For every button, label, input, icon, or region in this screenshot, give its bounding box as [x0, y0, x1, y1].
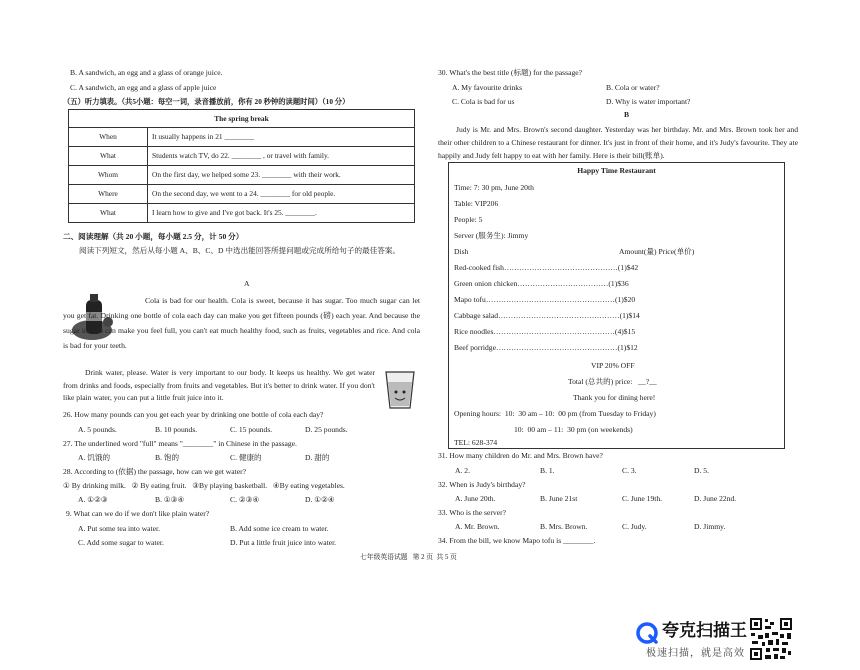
q28-option-a: A. ①②③ — [78, 495, 108, 504]
q26-option-c: C. 15 pounds. — [230, 425, 273, 434]
bill-item: Rice noodles…………………………………………(4)$15 — [454, 327, 636, 336]
q27-option-a: A. 饥饿的 — [78, 453, 111, 462]
bill-dish-header: Dish — [454, 247, 469, 256]
q28-option-d: D. ①②④ — [305, 495, 335, 504]
passage-a-label: A — [244, 279, 250, 288]
bill-item: Mapo tofu……………………………………………(1)$20 — [454, 295, 636, 304]
q32-option-a: A. June 20th. — [455, 494, 496, 503]
section5-title: （五）听力填表。（共5小题：每空一词，录音播放前，你有 20 秒钟的读题时间）（10 分） — [63, 97, 350, 106]
q27-option-d: D. 甜的 — [305, 453, 330, 462]
q29-option-b: B. Add some ice cream to water. — [230, 524, 329, 533]
bill-server: Server (服务生): Jimmy — [454, 231, 529, 240]
bill-hours-weekend: 10: 00 am – 11: 30 pm (on weekends) — [514, 425, 633, 434]
q28-text: 28. According to (依据) the passage, how can we get water? — [63, 467, 247, 476]
q29-option-d: D. Put a little fruit juice into water. — [230, 538, 337, 547]
page-footer: 七年级英语试题 第 2 页 共 5 页 — [360, 554, 457, 561]
q30-option-d: D. Why is water important? — [606, 97, 691, 106]
q33-option-a: A. Mr. Brown. — [455, 522, 500, 531]
q30-option-a: A. My favourite drinks — [452, 83, 523, 92]
q30-option-c: C. Cola is bad for us — [452, 97, 515, 106]
q27-option-c: C. 健康的 — [230, 453, 262, 462]
q32-option-c: C. June 19th. — [622, 494, 663, 503]
q29-text: 9. What can we do if we don't like plain water? — [66, 509, 210, 518]
restaurant-bill — [448, 162, 785, 449]
q32-option-d: D. June 22nd. — [694, 494, 737, 503]
q27-option-b: B. 饱的 — [155, 453, 180, 462]
bill-item: Cabbage salad…………………………………………(1)$14 — [454, 311, 640, 320]
bill-time: Time: 7: 30 pm, June 20th — [454, 183, 534, 192]
q31-option-b: B. 1. — [540, 466, 555, 475]
scanner-logo-icon — [636, 622, 658, 644]
q29-option-c: C. Add some sugar to water. — [78, 538, 164, 547]
q29-option-a: A. Put some tea into water. — [78, 524, 161, 533]
spring-break-table — [68, 109, 415, 223]
table-row: When It usually happens in 21 ________ — [69, 128, 415, 147]
bill-discount: VIP 20% OFF — [591, 361, 635, 370]
passage-a-paragraph-2: Drink water, please. Water is very important to our body. It keeps us healthy. We get water from drinks and foods, especially from fruits and vegetables. But it's better to drink water. If you don't like plain water, you can put a little fruit juice into it. — [63, 368, 375, 402]
q33-option-d: D. Jimmy. — [694, 522, 726, 531]
scanner-brand-name: 夸克扫描王 — [662, 621, 747, 641]
q28-items: ① By drinking milk. ② By eating fruit. ③By playing basketball. ④By eating vegetables. — [63, 481, 345, 490]
q33-text: 33. Who is the server? — [438, 508, 506, 517]
table-row: Whom On the first day, we helped some 23. ________ with their work. — [69, 166, 415, 185]
q26-option-d: D. 25 pounds. — [305, 425, 348, 434]
table-row: What I learn how to give and I've got back. It's 25. ________. — [69, 204, 415, 223]
q30-text: 30. What's the best title (标题) for the passage? — [438, 68, 582, 77]
bill-people: People: 5 — [454, 215, 483, 224]
bill-amount-header: Amount(量) Price(单价) — [619, 247, 695, 256]
qr-code-icon — [749, 617, 793, 661]
option-c-prev: C. A sandwich, an egg and a glass of apple juice — [70, 83, 217, 92]
bill-hours-weekday: Opening hours: 10: 30 am – 10: 00 pm (from Tuesday to Friday) — [454, 409, 656, 418]
q30-option-b: B. Cola or water? — [606, 83, 660, 92]
q31-option-d: D. 5. — [694, 466, 709, 475]
q26-option-a: A. 5 pounds. — [78, 425, 117, 434]
q27-text: 27. The underlined word "full" means "________" in Chinese in the passage. — [63, 439, 297, 448]
q26-text: 26. How many pounds can you get each year by drinking one bottle of cola each day? — [63, 410, 324, 419]
q33-option-c: C. Judy. — [622, 522, 647, 531]
q31-option-a: A. 2. — [455, 466, 470, 475]
passage-b-paragraph: Judy is Mr. and Mrs. Brown's second daughter. Yesterday was her birthday. Mr. and Mrs. Brown took her and their other children to a Chinese restaurant for dinner. It's just in front of their home, and it's Judy's favourite. They ate happily and Judy felt happy to eat with her family. Here is their bill(账单). — [438, 125, 798, 160]
q34-text: 34. From the bill, we know Mapo tofu is ________. — [438, 536, 596, 545]
table-title: The spring break — [69, 110, 415, 128]
bill-thanks: Thank you for dining here! — [573, 393, 656, 402]
bill-tel: TEL: 628-374 — [454, 438, 498, 447]
q31-option-c: C. 3. — [622, 466, 637, 475]
bill-item: Green onion chicken………………………………(1)$36 — [454, 279, 629, 288]
bill-item: Beef porridge…………………………………………(1)$12 — [454, 343, 638, 352]
passage-b-label: B — [624, 110, 630, 119]
scanner-slogan: 极速扫描，就是高效 — [646, 648, 745, 659]
water-glass-illustration — [382, 368, 418, 412]
q33-option-b: B. Mrs. Brown. — [540, 522, 588, 531]
q32-text: 32. When is Judy's birthday? — [438, 480, 526, 489]
passage-a-paragraph-1: Cola is bad for our health. Cola is sweet, because it has sugar. Too much sugar can let you get fat. Drinking one bottle of cola each day can make you get fifteen pounds (磅) each year. And because the sugar in cola can make you feel full, you can't eat much healthy food, such as fruits, vegetables and rice. And cola is bad for your teeth. — [63, 296, 420, 350]
q28-option-b: B. ①③④ — [155, 495, 185, 504]
bill-item: Red-cooked fish………………………………………(1)$42 — [454, 263, 639, 272]
part2-instructions: 阅读下列短文，然后从每小题 A、B、C、D 中选出能回答所提问题或完成所给句子的最佳答案。 — [79, 246, 401, 255]
q26-option-b: B. 10 pounds. — [155, 425, 198, 434]
table-row: Where On the second day, we went to a 24. ________ for old people. — [69, 185, 415, 204]
q32-option-b: B. June 21st — [540, 494, 578, 503]
table-row: What Students watch TV, do 22. ________ , or travel with family. — [69, 147, 415, 166]
bill-title: Happy Time Restaurant — [577, 166, 656, 175]
part2-title: 二、阅读理解（共 20 小题，每小题 2.5 分，计 50 分） — [63, 232, 244, 241]
q31-text: 31. How many children do Mr. and Mrs. Brown have? — [438, 451, 603, 460]
q28-option-c: C. ②③④ — [230, 495, 260, 504]
bill-total: Total (总共的) price: __?__ — [568, 377, 657, 386]
option-b-prev: B. A sandwich, an egg and a glass of orange juice. — [70, 68, 223, 77]
bill-table: Table: VIP206 — [454, 199, 499, 208]
